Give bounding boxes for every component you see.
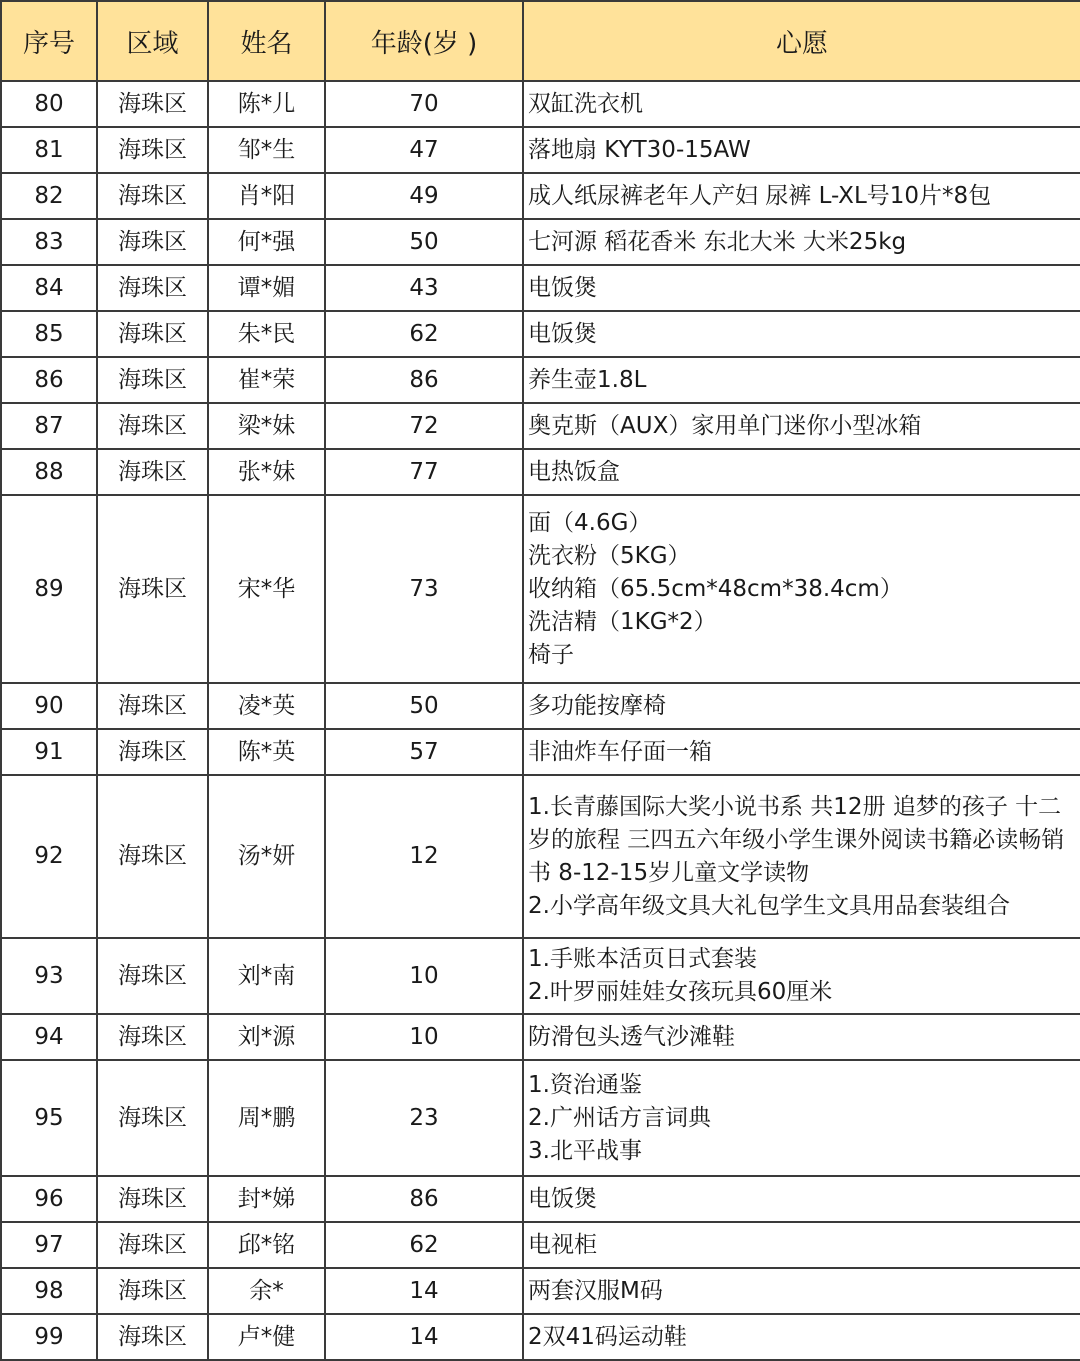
cell-age: 86 bbox=[325, 1176, 523, 1222]
cell-no: 86 bbox=[1, 357, 97, 403]
cell-no: 96 bbox=[1, 1176, 97, 1222]
cell-wish bbox=[523, 775, 1080, 938]
cell-age: 62 bbox=[325, 311, 523, 357]
cell-age: 57 bbox=[325, 729, 523, 775]
cell-no: 93 bbox=[1, 938, 97, 1014]
cell-name: 朱*民 bbox=[208, 311, 325, 357]
cell-wish bbox=[523, 1176, 1080, 1222]
cell-wish bbox=[523, 1014, 1080, 1060]
cell-wish bbox=[523, 357, 1080, 403]
cell-name: 邱*铭 bbox=[208, 1222, 325, 1268]
table-row bbox=[1, 495, 1080, 683]
cell-no: 97 bbox=[1, 1222, 97, 1268]
cell-name: 肖*阳 bbox=[208, 173, 325, 219]
cell-name: 谭*媚 bbox=[208, 265, 325, 311]
cell-no: 80 bbox=[1, 81, 97, 127]
table-row bbox=[1, 683, 1080, 729]
cell-area: 海珠区 bbox=[97, 219, 208, 265]
table-row bbox=[1, 775, 1080, 938]
table-row bbox=[1, 729, 1080, 775]
wish-line: 电热饭盒 bbox=[528, 458, 620, 485]
cell-name: 周*鹏 bbox=[208, 1060, 325, 1176]
cell-age: 62 bbox=[325, 1222, 523, 1268]
table-row bbox=[1, 1014, 1080, 1060]
wish-line: 奥克斯（AUX）家用单门迷你小型冰箱 bbox=[528, 412, 922, 439]
cell-area: 海珠区 bbox=[97, 775, 208, 938]
table-header bbox=[1, 1, 1080, 81]
cell-name: 陈*儿 bbox=[208, 81, 325, 127]
wish-line: 1.手账本活页日式套装 bbox=[528, 946, 757, 972]
cell-age: 12 bbox=[325, 775, 523, 938]
cell-no: 94 bbox=[1, 1014, 97, 1060]
cell-wish bbox=[523, 127, 1080, 173]
cell-wish bbox=[523, 683, 1080, 729]
header-row bbox=[1, 1, 1080, 81]
cell-area: 海珠区 bbox=[97, 1314, 208, 1360]
cell-area: 海珠区 bbox=[97, 173, 208, 219]
cell-name: 邹*生 bbox=[208, 127, 325, 173]
cell-wish bbox=[523, 219, 1080, 265]
cell-no: 99 bbox=[1, 1314, 97, 1360]
wish-line: 非油炸车仔面一箱 bbox=[528, 738, 712, 765]
wish-line: 洗衣粉（5KG） bbox=[528, 542, 691, 569]
table-row bbox=[1, 265, 1080, 311]
cell-age: 73 bbox=[325, 495, 523, 683]
cell-age: 10 bbox=[325, 938, 523, 1014]
cell-area: 海珠区 bbox=[97, 1268, 208, 1314]
cell-no: 88 bbox=[1, 449, 97, 495]
table-row bbox=[1, 938, 1080, 1014]
cell-age: 77 bbox=[325, 449, 523, 495]
cell-area: 海珠区 bbox=[97, 127, 208, 173]
cell-name: 余* bbox=[208, 1268, 325, 1314]
table-row bbox=[1, 311, 1080, 357]
cell-age: 14 bbox=[325, 1268, 523, 1314]
cell-no: 81 bbox=[1, 127, 97, 173]
wish-line: 落地扇 KYT30-15AW bbox=[528, 136, 751, 163]
wish-line: 多功能按摩椅 bbox=[528, 692, 666, 719]
cell-wish bbox=[523, 265, 1080, 311]
cell-no: 90 bbox=[1, 683, 97, 729]
table-row bbox=[1, 1314, 1080, 1360]
cell-area: 海珠区 bbox=[97, 357, 208, 403]
cell-no: 83 bbox=[1, 219, 97, 265]
header-wish: 心愿 bbox=[523, 1, 1080, 81]
cell-name: 刘*南 bbox=[208, 938, 325, 1014]
wish-line: 2.叶罗丽娃娃女孩玩具60厘米 bbox=[528, 979, 833, 1005]
wish-line: 电饭煲 bbox=[528, 320, 597, 347]
wish-line: 2.广州话方言词典 bbox=[528, 1104, 711, 1131]
table-row bbox=[1, 449, 1080, 495]
cell-area: 海珠区 bbox=[97, 265, 208, 311]
cell-wish bbox=[523, 81, 1080, 127]
cell-age: 47 bbox=[325, 127, 523, 173]
cell-age: 50 bbox=[325, 219, 523, 265]
cell-area: 海珠区 bbox=[97, 1014, 208, 1060]
cell-no: 84 bbox=[1, 265, 97, 311]
cell-age: 49 bbox=[325, 173, 523, 219]
wish-line: 电视柜 bbox=[528, 1231, 597, 1258]
cell-name: 宋*华 bbox=[208, 495, 325, 683]
wish-line: 七河源 稻花香米 东北大米 大米25kg bbox=[528, 228, 907, 255]
cell-wish bbox=[523, 1060, 1080, 1176]
table-row bbox=[1, 1060, 1080, 1176]
cell-name: 崔*荣 bbox=[208, 357, 325, 403]
cell-name: 陈*英 bbox=[208, 729, 325, 775]
header-area: 区域 bbox=[97, 1, 208, 81]
wish-line: 养生壶1.8L bbox=[528, 366, 647, 393]
cell-no: 98 bbox=[1, 1268, 97, 1314]
wish-line: 椅子 bbox=[528, 641, 574, 668]
cell-wish bbox=[523, 1222, 1080, 1268]
cell-no: 89 bbox=[1, 495, 97, 683]
wish-line: 成人纸尿裤老年人产妇 尿裤 L-XL号10片*8包 bbox=[528, 182, 992, 209]
cell-area: 海珠区 bbox=[97, 1060, 208, 1176]
cell-age: 14 bbox=[325, 1314, 523, 1360]
cell-wish bbox=[523, 938, 1080, 1014]
cell-name: 汤*妍 bbox=[208, 775, 325, 938]
cell-no: 92 bbox=[1, 775, 97, 938]
cell-no: 95 bbox=[1, 1060, 97, 1176]
cell-name: 张*妹 bbox=[208, 449, 325, 495]
table-row bbox=[1, 81, 1080, 127]
table-body bbox=[1, 81, 1080, 1360]
wish-line: 1.长青藤国际大奖小说书系 共12册 追梦的孩子 十二岁的旅程 三四五六年级小学生课外阅读书籍必读畅销书 8-12-15岁儿童文学读物 bbox=[528, 793, 1065, 886]
cell-area: 海珠区 bbox=[97, 449, 208, 495]
table-row bbox=[1, 1268, 1080, 1314]
cell-wish bbox=[523, 495, 1080, 683]
cell-name: 卢*健 bbox=[208, 1314, 325, 1360]
cell-name: 封*娣 bbox=[208, 1176, 325, 1222]
cell-age: 23 bbox=[325, 1060, 523, 1176]
wish-line: 3.北平战事 bbox=[528, 1137, 642, 1164]
cell-name: 梁*妹 bbox=[208, 403, 325, 449]
table-row bbox=[1, 219, 1080, 265]
cell-wish bbox=[523, 403, 1080, 449]
cell-wish bbox=[523, 449, 1080, 495]
cell-age: 72 bbox=[325, 403, 523, 449]
cell-area: 海珠区 bbox=[97, 1222, 208, 1268]
cell-area: 海珠区 bbox=[97, 683, 208, 729]
header-name: 姓名 bbox=[208, 1, 325, 81]
cell-no: 91 bbox=[1, 729, 97, 775]
cell-age: 10 bbox=[325, 1014, 523, 1060]
wish-line: 1.资治通鉴 bbox=[528, 1071, 642, 1098]
wish-line: 洗洁精（1KG*2） bbox=[528, 608, 717, 635]
wish-line: 双缸洗衣机 bbox=[528, 90, 643, 117]
table-row bbox=[1, 1222, 1080, 1268]
cell-area: 海珠区 bbox=[97, 938, 208, 1014]
cell-area: 海珠区 bbox=[97, 311, 208, 357]
cell-name: 何*强 bbox=[208, 219, 325, 265]
table-row bbox=[1, 1176, 1080, 1222]
wish-line: 电饭煲 bbox=[528, 274, 597, 301]
wish-line: 防滑包头透气沙滩鞋 bbox=[528, 1023, 735, 1050]
cell-wish bbox=[523, 311, 1080, 357]
cell-wish bbox=[523, 173, 1080, 219]
table-row bbox=[1, 403, 1080, 449]
wish-line: 两套汉服M码 bbox=[528, 1277, 663, 1304]
cell-area: 海珠区 bbox=[97, 495, 208, 683]
cell-wish bbox=[523, 1268, 1080, 1314]
table-row bbox=[1, 173, 1080, 219]
cell-area: 海珠区 bbox=[97, 81, 208, 127]
wish-line: 2.小学高年级文具大礼包学生文具用品套装组合 bbox=[528, 892, 1010, 919]
cell-area: 海珠区 bbox=[97, 403, 208, 449]
table-row bbox=[1, 357, 1080, 403]
cell-wish bbox=[523, 729, 1080, 775]
wish-line: 收纳箱（65.5cm*48cm*38.4cm） bbox=[528, 575, 903, 602]
cell-age: 86 bbox=[325, 357, 523, 403]
cell-name: 凌*英 bbox=[208, 683, 325, 729]
wish-line: 2双41码运动鞋 bbox=[528, 1323, 687, 1350]
cell-area: 海珠区 bbox=[97, 1176, 208, 1222]
wish-line: 面（4.6G） bbox=[528, 509, 652, 536]
cell-no: 82 bbox=[1, 173, 97, 219]
cell-no: 87 bbox=[1, 403, 97, 449]
header-age: 年龄(岁 ) bbox=[325, 1, 523, 81]
cell-age: 70 bbox=[325, 81, 523, 127]
table-row bbox=[1, 127, 1080, 173]
cell-area: 海珠区 bbox=[97, 729, 208, 775]
header-no: 序号 bbox=[1, 1, 97, 81]
cell-wish bbox=[523, 1314, 1080, 1360]
cell-age: 43 bbox=[325, 265, 523, 311]
cell-no: 85 bbox=[1, 311, 97, 357]
wish-line: 电饭煲 bbox=[528, 1185, 597, 1212]
cell-name: 刘*源 bbox=[208, 1014, 325, 1060]
cell-age: 50 bbox=[325, 683, 523, 729]
